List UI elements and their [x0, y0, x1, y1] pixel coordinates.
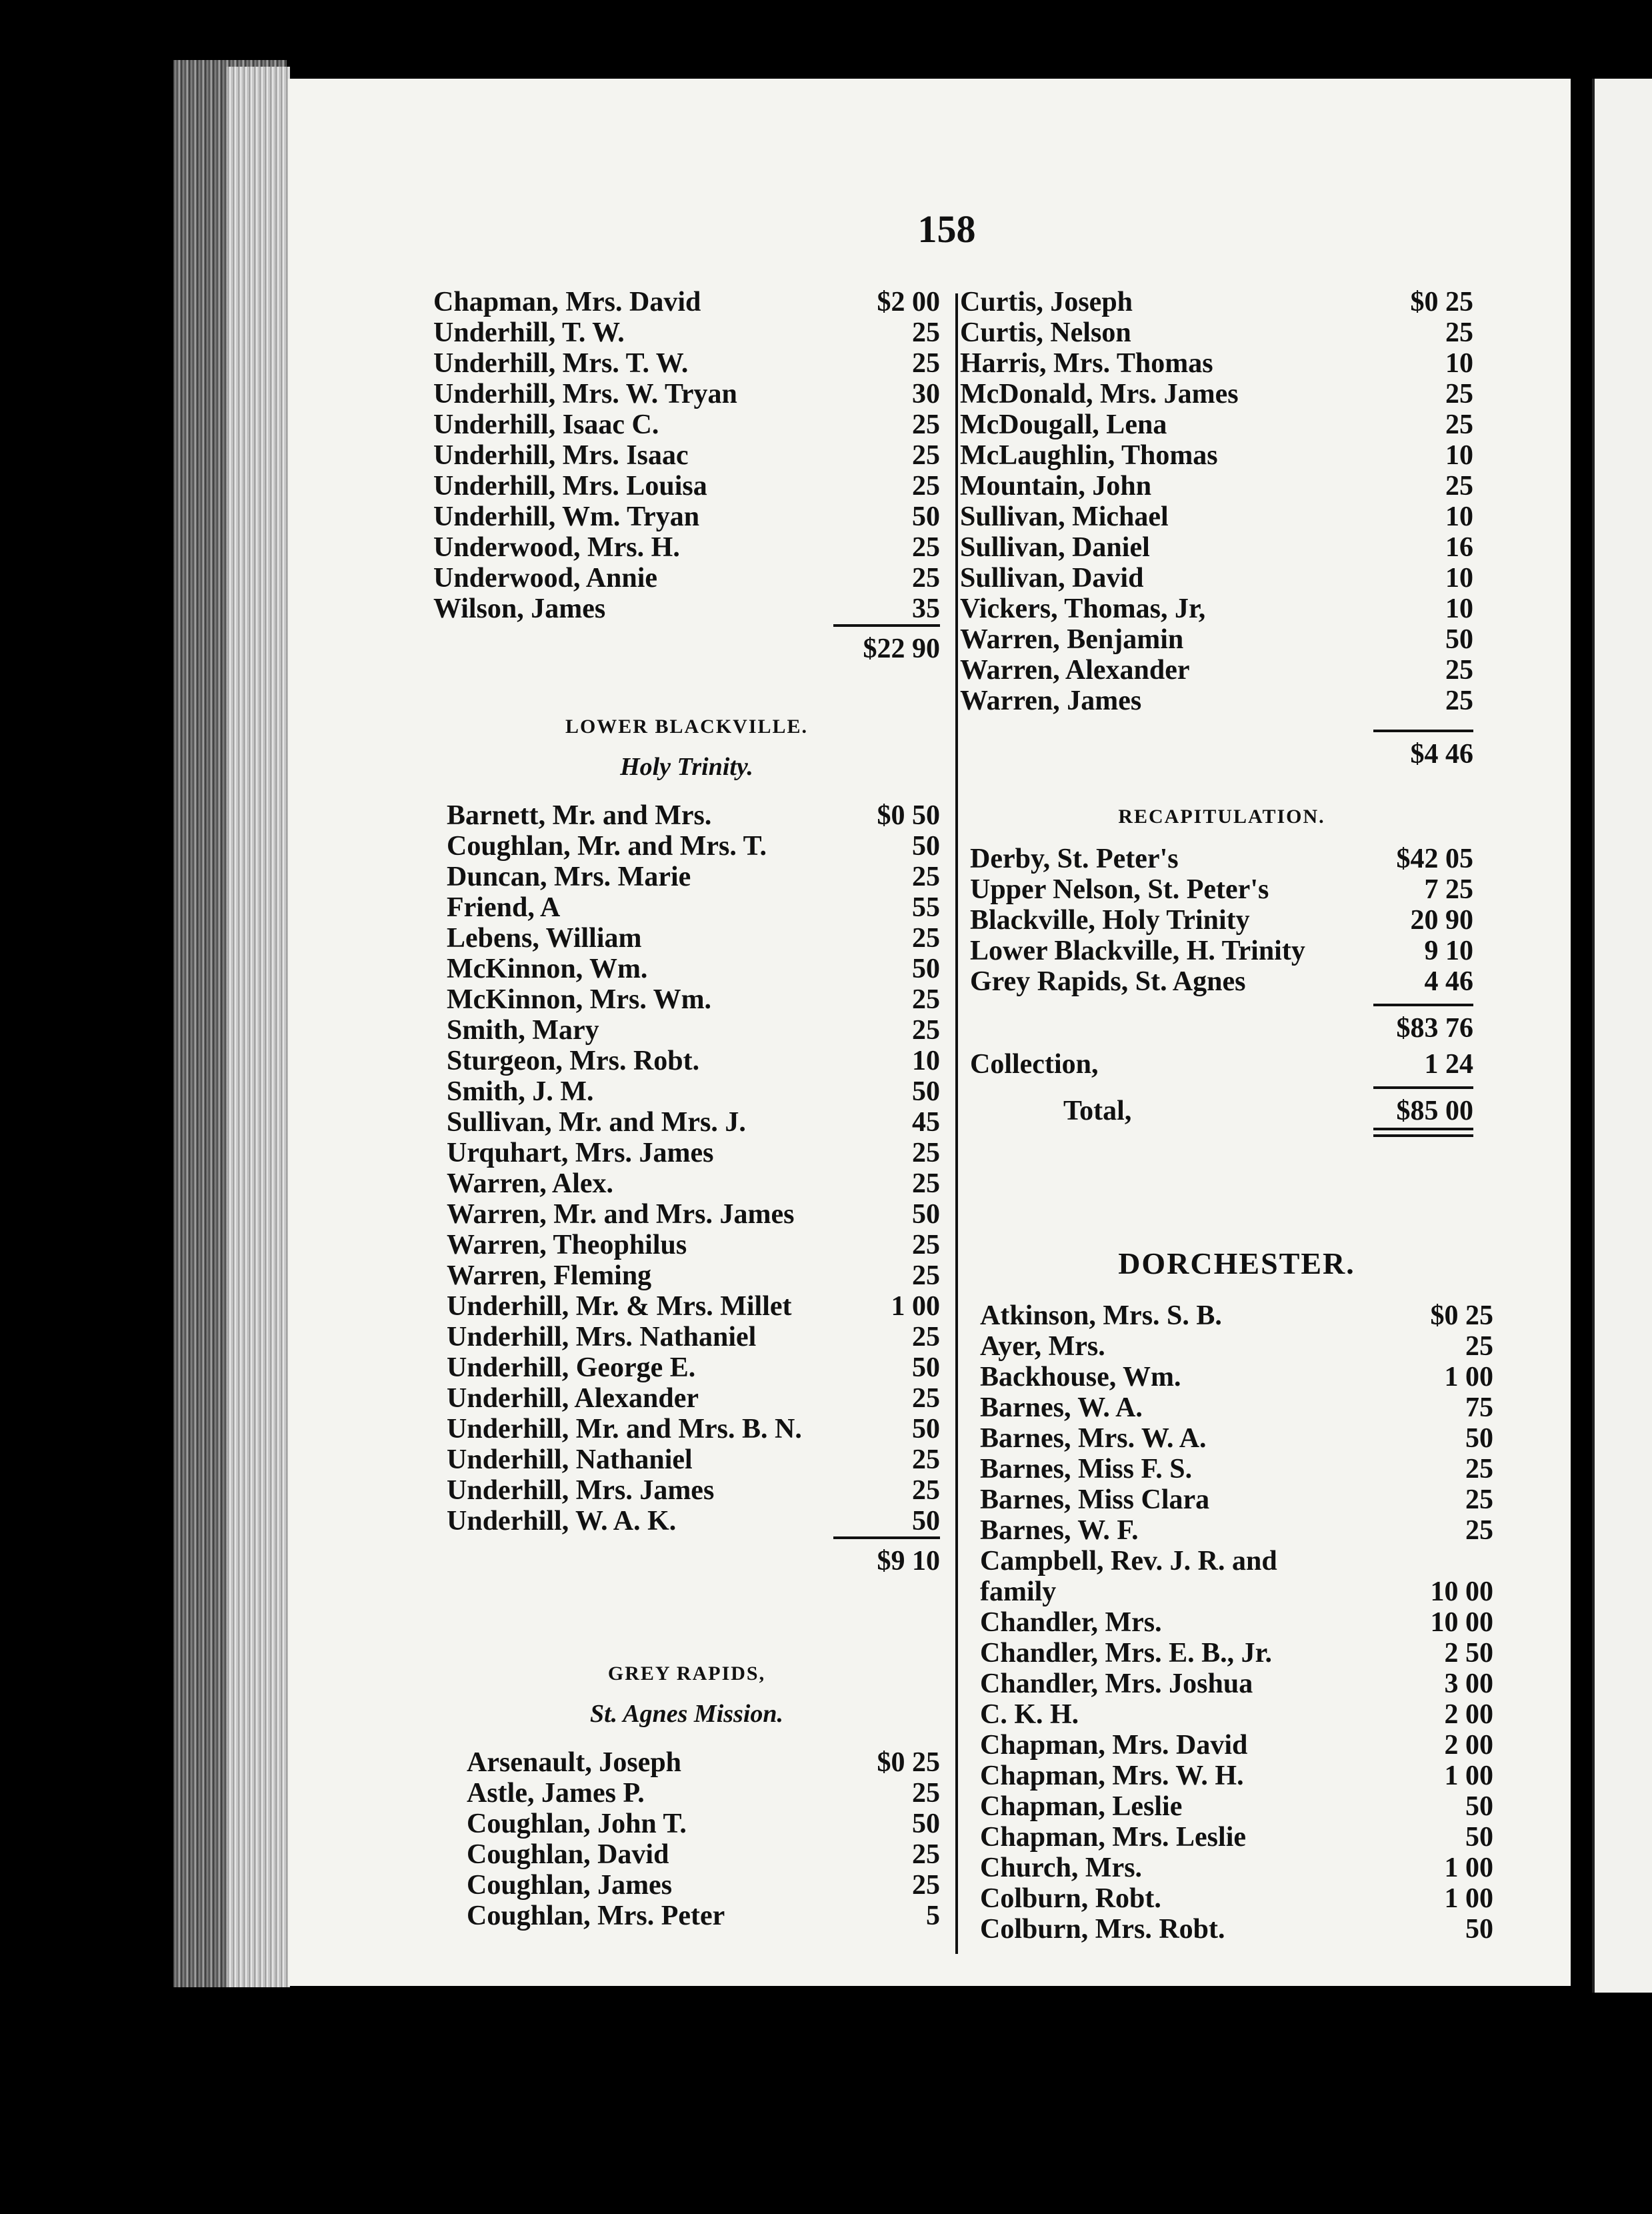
entry-name: Warren, Fleming [447, 1260, 652, 1291]
entry-amount: 55 [912, 892, 940, 923]
entry-amount: 3 00 [1444, 1669, 1493, 1699]
entry-amount: 25 [912, 317, 940, 348]
entry-amount: 45 [912, 1107, 940, 1138]
entry-amount: 25 [1445, 655, 1473, 686]
entry-amount: 9 10 [1424, 936, 1473, 966]
list-item [447, 1076, 940, 1107]
list-item [447, 862, 940, 892]
list-item [467, 1809, 940, 1839]
entry-amount: 50 [912, 1809, 940, 1839]
entry-amount: 25 [1445, 409, 1473, 440]
list-item [447, 984, 940, 1015]
list-item [980, 1392, 1493, 1423]
entry-name: Sullivan, Michael [960, 501, 1169, 532]
list-item [980, 1822, 1493, 1853]
list-item [447, 1168, 940, 1199]
list-item [447, 1199, 940, 1230]
entry-name: Barnes, Miss F. S. [980, 1454, 1193, 1484]
entry-amount: 50 [912, 1199, 940, 1230]
list-item [980, 1362, 1493, 1392]
right-column [960, 287, 1473, 768]
entry-amount: $0 25 [1410, 287, 1473, 317]
entry-amount: 10 [1445, 563, 1473, 594]
entry-amount: 25 [912, 1870, 940, 1901]
list-item [980, 1853, 1493, 1883]
entry-name: McDougall, Lena [960, 409, 1167, 440]
entry-amount: $2 00 [877, 287, 940, 317]
entry-name: Vickers, Thomas, Jr, [960, 594, 1206, 624]
entry-amount: 25 [912, 409, 940, 440]
entry-name: Barnes, W. F. [980, 1515, 1139, 1546]
left-column [433, 287, 940, 663]
entry-name: Derby, St. Peter's [970, 844, 1179, 874]
list-item [433, 501, 940, 532]
list-item [970, 874, 1473, 905]
list-item [447, 831, 940, 862]
list-item [960, 501, 1473, 532]
list-item [960, 624, 1473, 655]
entry-amount: 2 00 [1444, 1699, 1493, 1730]
list-item [960, 532, 1473, 563]
entry-name: Campbell, Rev. J. R. and [980, 1546, 1277, 1576]
list-item [960, 379, 1473, 409]
list-item [433, 287, 940, 317]
entry-name: Underhill, Mr. and Mrs. B. N. [447, 1414, 802, 1444]
list-item [960, 409, 1473, 440]
entry-name: Colburn, Mrs. Robt. [980, 1914, 1225, 1945]
entry-name: Underhill, T. W. [433, 317, 625, 348]
entry-name: Coughlan, Mrs. Peter [467, 1901, 725, 1931]
entry-name: McKinnon, Wm. [447, 954, 648, 984]
entry-name: Friend, A [447, 892, 561, 923]
list-item [980, 1791, 1493, 1822]
entry-amount: $0 25 [1430, 1300, 1493, 1331]
list-item [447, 1352, 940, 1383]
entry-name: Warren, Theophilus [447, 1230, 687, 1260]
total-amount: $85 00 [1396, 1096, 1473, 1126]
entry-amount: 25 [1445, 686, 1473, 716]
entry-amount: $42 05 [1396, 844, 1473, 874]
list-item [960, 686, 1473, 716]
list-item [960, 348, 1473, 379]
entry-amount: 50 [1465, 1914, 1493, 1945]
list-item [980, 1883, 1493, 1914]
entry-name: Chandler, Mrs. [980, 1607, 1162, 1638]
entry-name: Duncan, Mrs. Marie [447, 862, 691, 892]
entry-name: Underhill, George E. [447, 1352, 696, 1383]
list-item [467, 1870, 940, 1901]
entry-amount: 25 [912, 862, 940, 892]
collection-label: Collection, [970, 1049, 1099, 1080]
recap-subtotal [970, 1004, 1473, 1042]
list-item [980, 1423, 1493, 1454]
entry-name: Underhill, Mrs. Isaac [433, 440, 689, 471]
entry-amount: 25 [912, 1383, 940, 1414]
entry-amount: 25 [912, 1475, 940, 1506]
entry-amount: 35 [912, 594, 940, 624]
entry-amount: 25 [912, 1444, 940, 1475]
entry-name: Urquhart, Mrs. James [447, 1138, 714, 1168]
entry-name: Underhill, W. A. K. [447, 1506, 677, 1536]
entry-amount: 1 00 [1444, 1761, 1493, 1791]
entry-name: Underhill, Mrs. Nathaniel [447, 1322, 757, 1352]
list-item [447, 1383, 940, 1414]
list-item [447, 1046, 940, 1076]
list-item [447, 800, 940, 831]
entry-amount: 25 [912, 1322, 940, 1352]
page-number: 158 [917, 207, 976, 251]
column-divider [955, 293, 958, 1954]
entry-name: Coughlan, Mr. and Mrs. T. [447, 831, 767, 862]
list-item [433, 440, 940, 471]
subtotal-amount: $83 76 [1396, 1013, 1473, 1044]
entry-name: Underwood, Annie [433, 563, 658, 594]
entry-name: Underhill, Nathaniel [447, 1444, 693, 1475]
entry-name: Underhill, Wm. Tryan [433, 501, 700, 532]
entry-amount: 50 [912, 954, 940, 984]
entry-amount: 50 [1445, 624, 1473, 655]
facing-page-edge [1592, 79, 1652, 1993]
entry-name: Backhouse, Wm. [980, 1362, 1181, 1392]
entry-amount: 10 [1445, 501, 1473, 532]
list-item [447, 1322, 940, 1352]
entry-amount: 25 [912, 1839, 940, 1870]
entry-name: Ayer, Mrs. [980, 1331, 1105, 1362]
list-item [980, 1515, 1493, 1546]
entry-name: Lebens, William [447, 923, 642, 954]
list-item [433, 409, 940, 440]
entry-name: Chandler, Mrs. E. B., Jr. [980, 1638, 1272, 1669]
list-item [447, 1291, 940, 1322]
entry-amount: 50 [912, 1352, 940, 1383]
list-item [980, 1331, 1493, 1362]
list-item [980, 1484, 1493, 1515]
entry-amount: 25 [912, 1138, 940, 1168]
list-item [447, 892, 940, 923]
entry-name: Underwood, Mrs. H. [433, 532, 680, 563]
list-item [447, 1260, 940, 1291]
section-heading: LOWER BLACKVILLE. [565, 716, 809, 738]
entry-amount: 4 46 [1424, 966, 1473, 997]
list-item [960, 563, 1473, 594]
entry-name: Wilson, James [433, 594, 606, 624]
list-item [447, 1414, 940, 1444]
entry-amount: 25 [912, 471, 940, 501]
entry-name: Warren, Alexander [960, 655, 1190, 686]
entry-amount: 7 25 [1424, 874, 1473, 905]
entry-amount: 25 [912, 532, 940, 563]
entry-amount: 20 90 [1410, 905, 1473, 936]
entry-name: Sullivan, David [960, 563, 1144, 594]
section-heading: RECAPITULATION. [1118, 806, 1325, 828]
entry-amount: 1 00 [891, 1291, 940, 1322]
entry-amount: 5 [926, 1901, 940, 1931]
list-item [980, 1699, 1493, 1730]
list-item [980, 1914, 1493, 1945]
list-item [447, 1138, 940, 1168]
list-item [467, 1747, 940, 1778]
entry-name: Warren, Benjamin [960, 624, 1184, 655]
left-top-list [433, 287, 940, 624]
list-item [960, 594, 1473, 624]
lower-blackville-section [433, 707, 940, 1575]
entry-amount: 25 [1465, 1454, 1493, 1484]
entry-amount: $0 50 [877, 800, 940, 831]
entry-name: Sullivan, Daniel [960, 532, 1150, 563]
entry-amount: 2 00 [1444, 1730, 1493, 1761]
list-item [467, 1901, 940, 1931]
entry-name: Lower Blackville, H. Trinity [970, 936, 1305, 966]
list-item [980, 1638, 1493, 1669]
list-item [447, 1506, 940, 1536]
entry-amount: 25 [912, 1230, 940, 1260]
entry-amount: 25 [912, 923, 940, 954]
list-item [447, 954, 940, 984]
list-item [980, 1546, 1493, 1576]
entry-name: Harris, Mrs. Thomas [960, 348, 1213, 379]
entry-name: Atkinson, Mrs. S. B. [980, 1300, 1222, 1331]
list-item [433, 594, 940, 624]
dorchester-list [980, 1300, 1493, 1945]
list-item [970, 966, 1473, 997]
double-rule [1373, 1134, 1473, 1137]
entry-name: Grey Rapids, St. Agnes [970, 966, 1246, 997]
list-item [447, 923, 940, 954]
entry-amount: 25 [912, 348, 940, 379]
grand-total [970, 1086, 1473, 1125]
entry-amount: 50 [1465, 1791, 1493, 1822]
list-item [433, 563, 940, 594]
entry-name: Coughlan, David [467, 1839, 669, 1870]
entry-name: family [980, 1576, 1057, 1607]
entry-name: Underhill, Mrs. James [447, 1475, 715, 1506]
list-item [980, 1607, 1493, 1638]
entry-amount: 10 00 [1430, 1576, 1493, 1607]
section-heading: DORCHESTER. [1118, 1246, 1355, 1280]
entry-name: Warren, James [960, 686, 1142, 716]
entry-name: McLaughlin, Thomas [960, 440, 1218, 471]
list-item [970, 936, 1473, 966]
entry-amount: 25 [1445, 317, 1473, 348]
entry-amount: 25 [912, 1778, 940, 1809]
entry-name: Sturgeon, Mrs. Robt. [447, 1046, 700, 1076]
list-item [447, 1230, 940, 1260]
entry-amount: 25 [912, 1015, 940, 1046]
entry-amount: 25 [912, 563, 940, 594]
entry-name: Chandler, Mrs. Joshua [980, 1669, 1253, 1699]
list-item [433, 379, 940, 409]
lower-blackville-total [433, 1536, 940, 1575]
entry-amount: 10 [912, 1046, 940, 1076]
entry-name: Warren, Alex. [447, 1168, 614, 1199]
entry-name: Barnett, Mr. and Mrs. [447, 800, 712, 831]
list-item [447, 1107, 940, 1138]
total-label: Total, [1063, 1096, 1132, 1126]
entry-name: Coughlan, James [467, 1870, 673, 1901]
list-item [980, 1669, 1493, 1699]
entry-amount: 30 [912, 379, 940, 409]
list-item [447, 1015, 940, 1046]
entry-name: Coughlan, John T. [467, 1809, 687, 1839]
list-item [433, 532, 940, 563]
entry-name: Barnes, Mrs. W. A. [980, 1423, 1207, 1454]
entry-name: Underhill, Mrs. Louisa [433, 471, 707, 501]
collection-row [970, 1049, 1473, 1080]
list-item [970, 905, 1473, 936]
list-item [467, 1839, 940, 1870]
entry-amount: 25 [912, 984, 940, 1015]
grey-rapids-list [467, 1747, 940, 1931]
entry-amount: 25 [1465, 1484, 1493, 1515]
double-rule [1373, 1128, 1473, 1130]
entry-amount: 2 50 [1444, 1638, 1493, 1669]
lower-blackville-list [447, 800, 940, 1536]
total-amount: $9 10 [877, 1546, 940, 1576]
entry-amount: 50 [912, 1076, 940, 1107]
list-item [980, 1576, 1493, 1607]
list-item [980, 1761, 1493, 1791]
entry-amount: 25 [1465, 1515, 1493, 1546]
list-item [980, 1730, 1493, 1761]
left-top-total [433, 624, 940, 663]
entry-amount: 16 [1445, 532, 1473, 563]
entry-amount: 1 00 [1444, 1853, 1493, 1883]
list-item [980, 1300, 1493, 1331]
entry-amount: 25 [1465, 1331, 1493, 1362]
entry-amount: 50 [912, 831, 940, 862]
entry-amount: 25 [1445, 471, 1473, 501]
entry-amount: 10 [1445, 440, 1473, 471]
grey-rapids-section [433, 1654, 940, 1931]
list-item [960, 655, 1473, 686]
entry-name: Underhill, Isaac C. [433, 409, 659, 440]
list-item [447, 1475, 940, 1506]
entry-name: Warren, Mr. and Mrs. James [447, 1199, 795, 1230]
entry-name: Chapman, Mrs. Leslie [980, 1822, 1246, 1853]
total-amount: $22 90 [863, 634, 940, 664]
entry-name: Sullivan, Mr. and Mrs. J. [447, 1107, 746, 1138]
entry-name: Upper Nelson, St. Peter's [970, 874, 1269, 905]
entry-name: McDonald, Mrs. James [960, 379, 1239, 409]
entry-name: Underhill, Mrs. W. Tryan [433, 379, 737, 409]
entry-name: Barnes, W. A. [980, 1392, 1143, 1423]
list-item [960, 440, 1473, 471]
section-subheading: Holy Trinity. [620, 753, 753, 781]
entry-name: Smith, J. M. [447, 1076, 594, 1107]
page-stack-edge [227, 67, 290, 1987]
entry-name: C. K. H. [980, 1699, 1079, 1730]
entry-name: Church, Mrs. [980, 1853, 1143, 1883]
entry-amount: 10 00 [1430, 1607, 1493, 1638]
entry-name: McKinnon, Mrs. Wm. [447, 984, 712, 1015]
entry-name: Smith, Mary [447, 1015, 599, 1046]
right-top-list [960, 287, 1473, 716]
entry-amount: 25 [1445, 379, 1473, 409]
list-item [467, 1778, 940, 1809]
entry-name: Curtis, Joseph [960, 287, 1133, 317]
entry-name: Mountain, John [960, 471, 1152, 501]
entry-amount: 10 [1445, 594, 1473, 624]
entry-amount: 25 [912, 1168, 940, 1199]
entry-name: Chapman, Mrs. W. H. [980, 1761, 1244, 1791]
list-item [447, 1444, 940, 1475]
entry-amount: 50 [1465, 1822, 1493, 1853]
collection-amount: 1 24 [1424, 1049, 1473, 1080]
entry-amount: 1 00 [1444, 1883, 1493, 1914]
list-item [980, 1454, 1493, 1484]
entry-name: Astle, James P. [467, 1778, 645, 1809]
dorchester-section [980, 1240, 1493, 1945]
entry-name: Underhill, Mr. & Mrs. Millet [447, 1291, 792, 1322]
entry-name: Chapman, Leslie [980, 1791, 1183, 1822]
entry-name: Chapman, Mrs. David [980, 1730, 1248, 1761]
entry-name: Underhill, Alexander [447, 1383, 699, 1414]
list-item [433, 317, 940, 348]
entry-amount: 10 [1445, 348, 1473, 379]
right-top-total [960, 730, 1473, 768]
list-item [960, 471, 1473, 501]
recapitulation-section [970, 797, 1473, 1145]
entry-amount: 25 [912, 1260, 940, 1291]
entry-name: Underhill, Mrs. T. W. [433, 348, 689, 379]
entry-amount: 50 [912, 1414, 940, 1444]
entry-amount: $0 25 [877, 1747, 940, 1778]
entry-amount: 50 [912, 1506, 940, 1536]
entry-amount: 50 [912, 501, 940, 532]
entry-amount: 50 [1465, 1423, 1493, 1454]
list-item [970, 844, 1473, 874]
entry-amount: 25 [912, 440, 940, 471]
entry-amount: 1 00 [1444, 1362, 1493, 1392]
entry-amount: 75 [1465, 1392, 1493, 1423]
entry-name: Colburn, Robt. [980, 1883, 1161, 1914]
entry-name: Barnes, Miss Clara [980, 1484, 1210, 1515]
list-item [433, 471, 940, 501]
section-subheading: St. Agnes Mission. [589, 1700, 784, 1728]
entry-name: Arsenault, Joseph [467, 1747, 682, 1778]
list-item [960, 317, 1473, 348]
list-item [433, 348, 940, 379]
entry-name: Curtis, Nelson [960, 317, 1131, 348]
recapitulation-list [970, 844, 1473, 997]
entry-name: Blackville, Holy Trinity [970, 905, 1250, 936]
section-heading: GREY RAPIDS, [607, 1663, 766, 1685]
list-item [960, 287, 1473, 317]
total-amount: $4 46 [1410, 739, 1473, 770]
entry-name: Chapman, Mrs. David [433, 287, 701, 317]
